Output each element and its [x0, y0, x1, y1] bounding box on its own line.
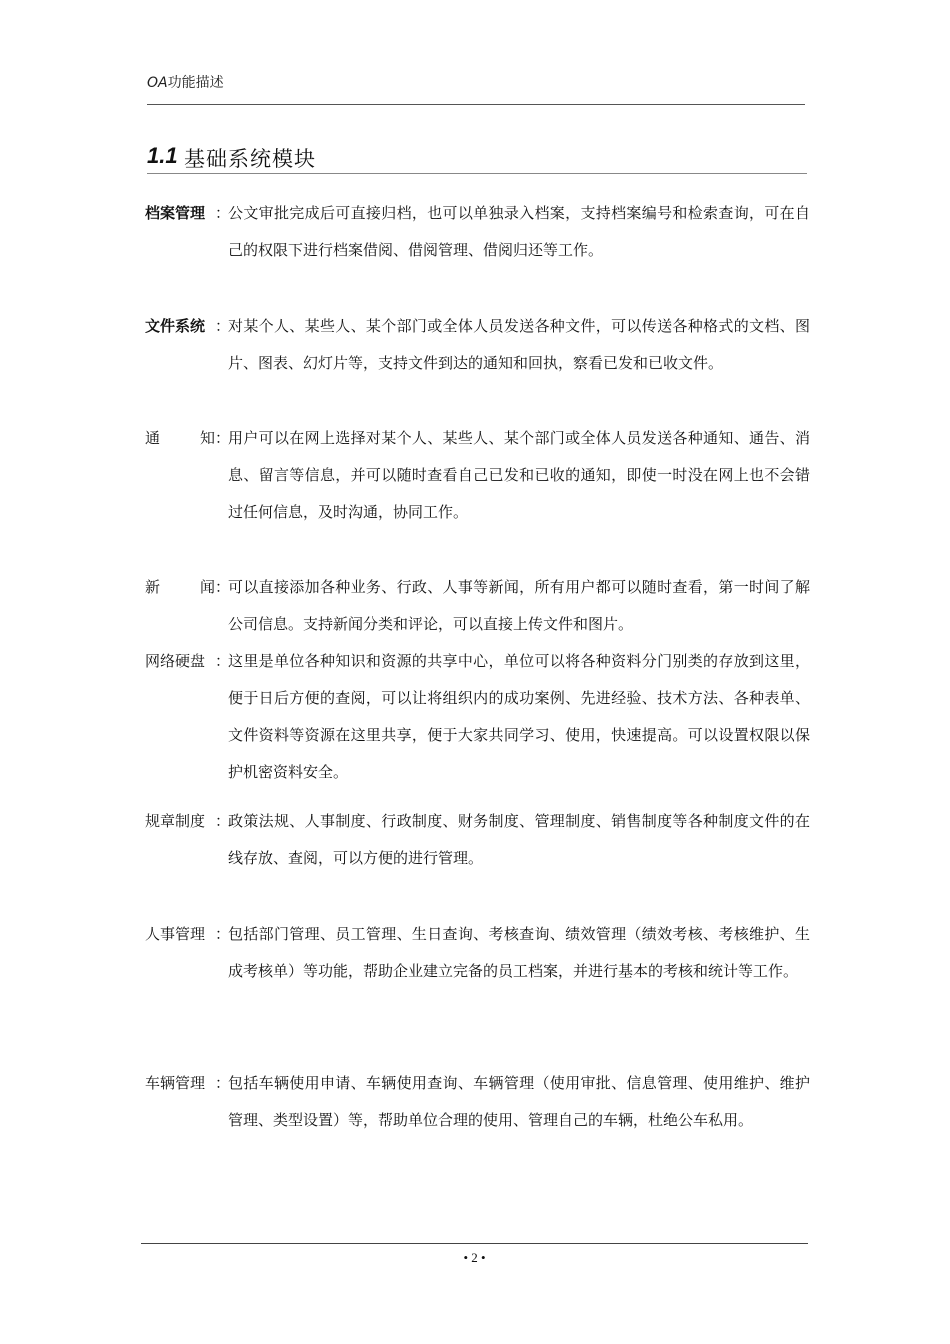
header-title — [147, 72, 224, 92]
item-description: 政策法规、人事制度、行政制度、财务制度、管理制度、销售制度等各种制度文件的在线存放、查阅，可以方便的进行管理。 — [228, 812, 810, 867]
section-number: 1.1 — [147, 143, 178, 168]
item-colon: ： — [215, 204, 231, 222]
item-colon: ： — [215, 925, 231, 943]
item-regulations — [145, 803, 810, 877]
item-description: 对某个人、某些人、某个部门或全体人员发送各种文件，可以传送各种格式的文档、图片、图表、幻灯片等，支持文件到达的通知和回执，察看已发和已收文件。 — [228, 317, 810, 372]
item-term-char: 新 — [145, 578, 161, 596]
item-term-char: 通 — [145, 429, 161, 447]
item-colon: ： — [215, 812, 231, 830]
header-title-cn: 功能描述 — [167, 75, 224, 91]
item-description: 包括车辆使用申请、车辆使用查询、车辆管理（使用审批、信息管理、使用维护、维护管理、类型设置）等，帮助单位合理的使用、管理自己的车辆，杜绝公车私用。 — [228, 1074, 810, 1129]
item-term: 档案管理 — [145, 204, 206, 222]
item-term: 网络硬盘 — [145, 652, 206, 670]
item-term: 人事管理 — [145, 925, 206, 943]
item-archive-management — [145, 195, 810, 269]
item-colon: ： — [215, 317, 231, 335]
item-colon: ： — [215, 652, 231, 670]
item-news — [145, 569, 810, 643]
section-title — [147, 140, 807, 174]
item-term — [145, 569, 215, 606]
header-title-latin: OA — [147, 75, 168, 91]
section-heading: 基础系统模块 — [184, 147, 316, 171]
item-description: 公文审批完成后可直接归档，也可以单独录入档案，支持档案编号和检索查询，可在自己的权限下进行档案借阅、借阅管理、借阅归还等工作。 — [228, 204, 810, 259]
item-colon: ： — [215, 578, 231, 596]
item-term — [145, 420, 215, 457]
item-notice — [145, 420, 810, 531]
item-description: 可以直接添加各种业务、行政、人事等新闻，所有用户都可以随时查看，第一时间了解公司信息。支持新闻分类和评论，可以直接上传文件和图片。 — [228, 578, 810, 633]
item-hr-management — [145, 916, 810, 990]
item-term: 文件系统 — [145, 317, 206, 335]
page-footer — [141, 1243, 808, 1265]
item-term-char: 知 — [199, 429, 215, 447]
item-network-disk — [145, 643, 810, 791]
item-term: 车辆管理 — [145, 1074, 206, 1092]
page-header — [147, 68, 805, 105]
item-description: 这里是单位各种知识和资源的共享中心，单位可以将各种资料分门别类的存放到这里，便于日后方便的查阅，可以让将组织内的成功案例、先进经验、技术方法、各种表单、文件资料等资源在这里共享，便于大家共同学习、使用，快速提高。可以设置权限以保护机密资料安全。 — [228, 652, 810, 781]
item-file-system — [145, 308, 810, 382]
item-term: 规章制度 — [145, 812, 206, 830]
item-description: 用户可以在网上选择对某个人、某些人、某个部门或全体人员发送各种通知、通告、消息、留言等信息，并可以随时查看自己已发和已收的通知，即使一时没在网上也不会错过任何信息，及时沟通，协同工作。 — [228, 429, 810, 521]
item-vehicle-management — [145, 1065, 810, 1139]
item-colon: ： — [215, 429, 231, 447]
item-term-char: 闻 — [199, 578, 215, 596]
item-colon: ： — [215, 1074, 231, 1092]
page-number: • 2 • — [463, 1250, 486, 1265]
item-description: 包括部门管理、员工管理、生日查询、考核查询、绩效管理（绩效考核、考核维护、生成考核单）等功能，帮助企业建立完备的员工档案，并进行基本的考核和统计等工作。 — [228, 925, 810, 980]
